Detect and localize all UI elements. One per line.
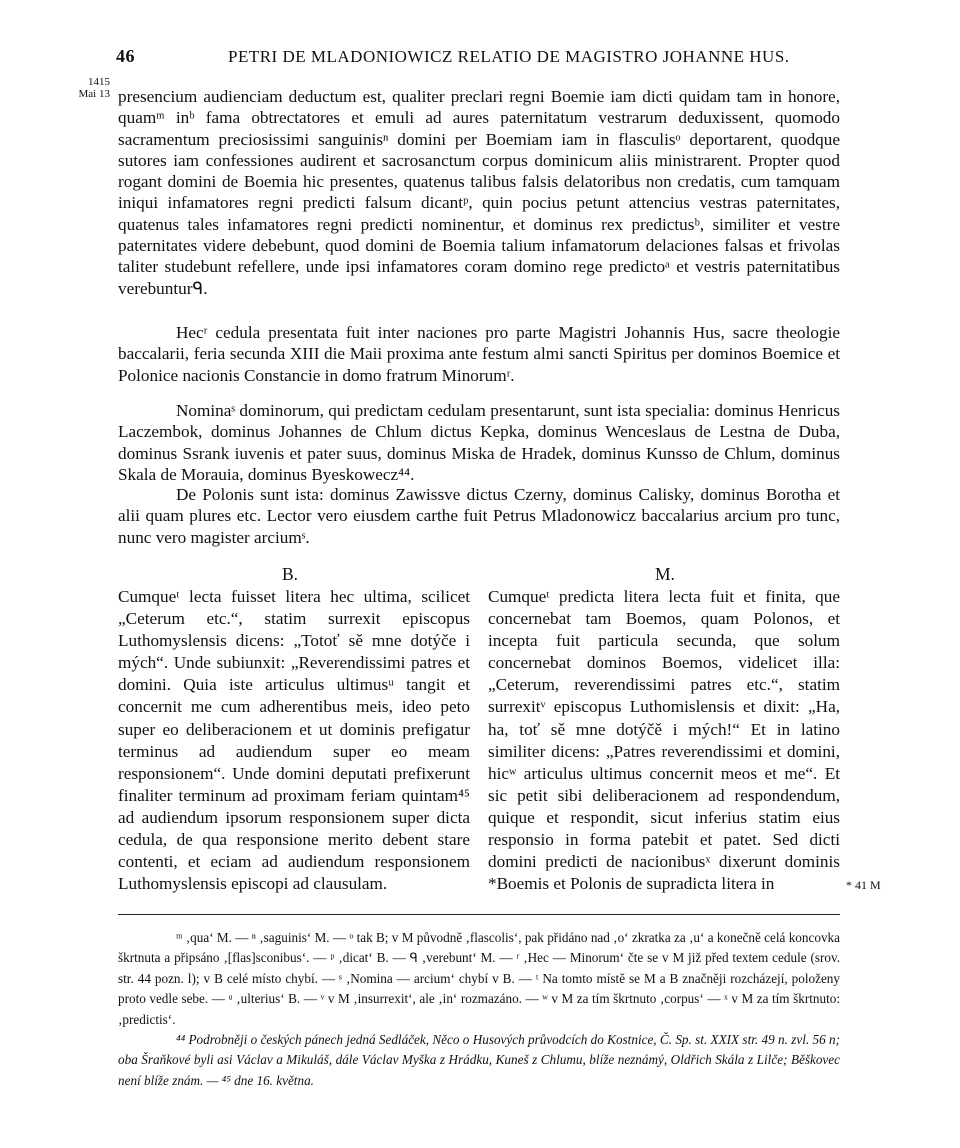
body-paragraph-1: presencium audienciam deductum est, qualiter preclari regni Boemie iam dicti quidam tam in honore, quamᵐ inᵇ fama obtrectatores et emuli ad aures paternitatum vestrarum deduxissent, quomodo sacramentum preciosissimi sanguinisⁿ domini per Boemiam iam in flasculisᵒ deportarent, quodque sutores iam confessiones audirent et sacrosanctum corpus dominicum aliis ministrarent. Propter quod rogant domini de Boemia hic presentes, quatenus talibus falsis delatoribus non credatis, cum tamquam iniqui infamatores regni predicti falsum dicantᵖ, quin pocius petunt attencius vestras paternitates, quatenus tales infamatores regni predicti nominentur, et dominus rex predictusᵇ, similiter et vestre paternitates videre debebunt, quod domini de Boemia talium infamatorum delaciones falsas et frivolas taliter studebunt refellere, unde ipsi infamatores coram domino rege predictoᵃ et vestris paternitatibus verebunturᑫ.: [118, 87, 840, 298]
column-text-m: Cumqueᵗ predicta litera lecta fuit et finita, que concernebat tam Boemos, quam Polonos, et incepta fuit particula secunda, que solum concernebat dominos Boemos, videlicet illa: „Ceterum, reverendissimi patres etc.“, statim surrexitᵛ episcopus Luthomislensis et dixit: „Ha, ha, toť sě mne dotýčě i mých!“ Et in latino similiter dicens: „Patres reverendissimi et domini, hicʷ articulus ultimus concernit meos et me“. Et sic petit sibi deliberacionem ad respondendum, quique et respondit, sicut inferius statim eius responsio in forma patebit et patet. Sed dicti domini predicti de nacionibusˣ dixerunt dominis *Boemis et Polonis de supradicta litera in: [488, 587, 840, 894]
margin-reference: * 41 M: [846, 878, 881, 892]
footnote-rule: [118, 914, 840, 915]
column-heading-b: B.: [282, 564, 299, 584]
running-title: PETRI DE MLADONIOWICZ RELATIO DE MAGISTRO JOHANNE HUS.: [228, 47, 790, 66]
footnote-44: ⁴⁴ Podrobněji o českých pánech jedná Sedláček, Něco o Husových průvodcích do Kostnice, Č. Sp. st. XXIX str. 49 n. zvl. 56 n; oba Šraňkové byli asi Václav a Mikuláš, dále Václav Myška z Hrádku, Kuneš z Chlumu, blíže neznámý, Oldřich Skála z Lilče; Běškovec není blíže znám. — ⁴⁵ dne 16. května.: [118, 1032, 840, 1088]
page-header: [116, 46, 856, 72]
column-heading-m: M.: [655, 564, 675, 584]
footnotes: [118, 928, 840, 1091]
body-paragraph-4: De Polonis sunt ista: dominus Zawissve dictus Czerny, dominus Calisky, dominus Borotha et alii quam plures etc. Lector vero eiusdem carthe fuit Petrus Mladonowicz baccalarius arcium pro tunc, nunc vero magister arciumˢ.: [118, 485, 840, 547]
body-paragraph-3: Nominaˢ dominorum, qui predictam cedulam presentarunt, sunt ista specialia: dominus Henricus Laczembok, dominus Johannes de Chlum dictus Kepka, dominus Wenceslaus de Lestna de Duba, dominus Ssrank iuvenis et pater suus, dominus Miska de Hradek, dominus Kunsso de Chlum, dominus Skala de Morauia, dominus Byeskowecz⁴⁴.: [118, 401, 840, 484]
margin-year: 1415: [88, 76, 110, 88]
margin-day: Mai 13: [78, 88, 110, 100]
footnote-apparatus: ᵐ ‚qua‘ M. — ⁿ ‚saguinis‘ M. — ᵒ tak B; v M původně ‚flascolis‘, pak přidáno nad ‚o‘ zkratka za ‚u‘ a konečně celá koncovka škrtnuta a připsáno ‚[flas]sconibus‘. — ᵖ ‚dicat‘ B. — ᑫ ‚verebunt‘ M. — ʳ ‚Hec — Minorum‘ čte se v M již před textem cedule (srov. str. 44 pozn. l); v B celé místo chybí. — ˢ ‚Nomina — arcium‘ chybí v B. — ᵗ Na tomto místě se M a B značněji rozcházejí, položeny proto vedle sebe. — ᵘ ‚ulterius‘ B. — ᵛ v M ‚insurrexit‘, ale ‚in‘ rozmazáno. — ʷ v M za tím škrtnuto ‚corpus‘ — ˣ v M za tím škrtnuto: ‚predictis‘.: [118, 930, 840, 1027]
page-number: 46: [116, 46, 135, 66]
margin-date: [66, 76, 110, 100]
body-paragraph-2: Hecʳ cedula presentata fuit inter naciones pro parte Magistri Johannis Hus, sacre theologie baccalarii, feria secunda XIII die Maii proxima ante festum almi sancti Spiritus per dominos Boemice et Polonice nacionis Constancie in domo fratrum Minorumʳ.: [118, 323, 840, 385]
column-text-b: Cumqueᵗ lecta fuisset litera hec ultima, scilicet „Ceterum etc.“, statim surrexit episcopus Luthomyslensis dicens: „Totoť sě mne dotýče i mých“. Unde subiunxit: „Reverendissimi patres et domini. Quia iste articulus ultimusᵘ tangit et concernit me cum adherentibus meis, ideo peto super eo deliberacionem et ut dominis prefigatur terminus ad audiendum super eo meam responsionem“. Unde domini deputati prefixerunt finaliter terminum ad proximam feriam quintam⁴⁵ ad audiendum ipsorum responsionem super dicta cedula, de qua responsione merito debent stare contenti, et eciam ad audiendum responsionem Luthomyslensis episcopi ad clausulam.: [118, 587, 470, 894]
